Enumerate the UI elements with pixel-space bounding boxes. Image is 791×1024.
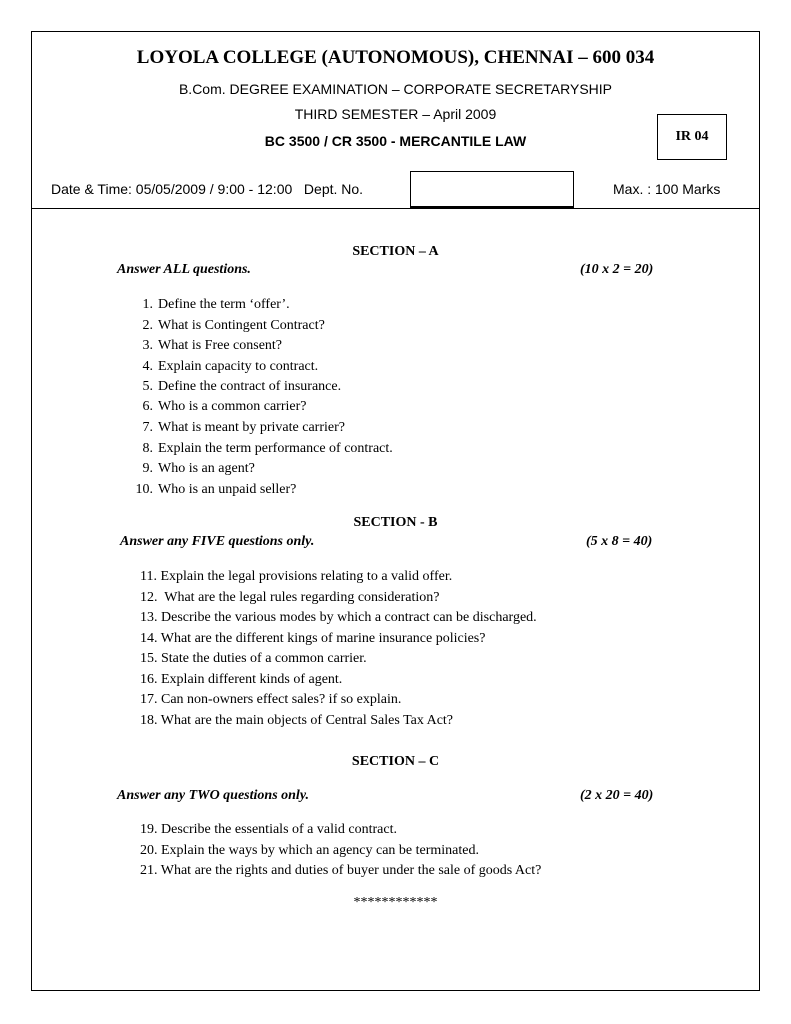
section-c-title: SECTION – C [351,754,440,769]
list-item: 16. Explain different kinds of agent. [140,672,343,687]
list-item: 13. Describe the various modes by which a contract can be discharged. [140,610,537,625]
list-item: 20. Explain the ways by which an agency can be terminated. [140,843,479,858]
section-b-instruction: Answer any FIVE questions only. [120,534,315,549]
list-item: 1. Define the term ‘offer’. [142,297,290,312]
header-divider [31,208,760,209]
section-b-marks: (5 x 8 = 40) [586,534,653,549]
section-b-title: SECTION - B [353,515,438,530]
college-title: LOYOLA COLLEGE (AUTONOMOUS), CHENNAI – 600 034 [136,47,655,68]
list-item: 18. What are the main objects of Central Sales Tax Act? [140,713,454,728]
list-item: 3. What is Free consent? [142,338,283,353]
section-a-title: SECTION – A [352,244,439,259]
max-marks: Max. : 100 Marks [613,181,721,197]
section-a-instruction: Answer ALL questions. [117,262,251,277]
list-item: 8. Explain the term performance of contract. [142,441,393,456]
list-item: 4. Explain capacity to contract. [142,359,319,374]
list-item: 7. What is meant by private carrier? [142,420,345,435]
date-time-line: Date & Time: 05/05/2009 / 9:00 - 12:00 Dept. No. [51,181,364,197]
section-c-instruction: Answer any TWO questions only. [117,788,310,803]
list-item: 2. What is Contingent Contract? [142,318,325,333]
section-c-marks: (2 x 20 = 40) [580,788,654,803]
list-item: 21. What are the rights and duties of buyer under the sale of goods Act? [140,863,542,878]
list-item: 14. What are the different kings of marine insurance policies? [140,631,486,646]
section-a-marks: (10 x 2 = 20) [580,262,654,277]
paper-code-box: IR 04 [657,114,727,160]
list-item: 9. Who is an agent? [142,461,255,476]
list-item: 10. Who is an unpaid seller? [135,482,297,497]
list-item: 12. What are the legal rules regarding consideration? [140,590,440,605]
course-title: BC 3500 / CR 3500 - MERCANTILE LAW [264,133,527,149]
list-item: 17. Can non-owners effect sales? if so explain. [140,692,402,707]
list-item: 15. State the duties of a common carrier. [140,651,367,666]
list-item: 19. Describe the essentials of a valid contract. [140,822,397,837]
semester-line: THIRD SEMESTER – April 2009 [294,106,497,122]
end-stars: ************ [353,895,438,910]
exam-title: B.Com. DEGREE EXAMINATION – CORPORATE SECRETARYSHIP [178,81,613,97]
dept-no-field[interactable] [410,171,574,208]
list-item: 11. Explain the legal provisions relating to a valid offer. [140,569,453,584]
list-item: 6. Who is a common carrier? [142,399,307,414]
list-item: 5. Define the contract of insurance. [142,379,342,394]
